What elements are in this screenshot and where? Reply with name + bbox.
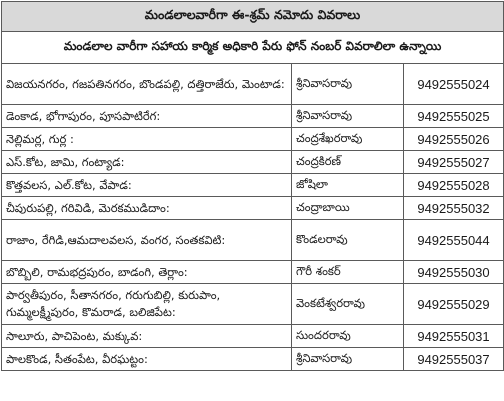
mandal-list: ఎస్.కోట, జామి, గంట్యాడ: (2, 151, 292, 174)
phone-number: 9492555024 (404, 64, 504, 105)
table-row (2, 284, 504, 325)
mandal-list: పార్వతీపురం, సీతానగరం, గరుగుబిల్లి, కురుపాం, గుమ్మలక్ష్మీపురం, కొమరాడ, బలిజిపేట: (2, 284, 292, 325)
table-row (2, 325, 504, 348)
table-row (2, 151, 504, 174)
table-row (2, 261, 504, 284)
officer-name: చంద్రకిరణ్ (292, 151, 404, 174)
mandal-list: సాలూరు, పాచిపెంట, మక్కువ: (2, 325, 292, 348)
officer-name: శ్రీనివాసరావు (292, 348, 404, 371)
mandal-list: పాలకొండ, సీతంపేట, వీరఘట్టం: (2, 348, 292, 371)
phone-number: 9492555031 (404, 325, 504, 348)
table-subtitle-row (2, 32, 504, 64)
mandal-list: బొబ్బిలి, రామభద్రపురం, బాడంగి, తెర్లాం: (2, 261, 292, 284)
officer-name: కొండలరావు (292, 220, 404, 261)
officer-contact-table (1, 1, 504, 371)
officer-name: చంద్రశేఖరరావు (292, 128, 404, 151)
table-row (2, 348, 504, 371)
table-title: మండలాలవారీగా ఈ-శ్రమ్ నమోదు వివరాలు (2, 2, 504, 32)
officer-name: శ్రీనివాసరావు (292, 105, 404, 128)
table-row (2, 105, 504, 128)
table-title-row (2, 2, 504, 32)
mandal-list: కొత్తవలస, ఎల్.కోట, వేపాడ: (2, 174, 292, 197)
mandal-list: రాజాం, రేగిడి,ఆమదాలవలస, వంగర, సంతకవిటి: (2, 220, 292, 261)
phone-number: 9492555037 (404, 348, 504, 371)
phone-number: 9492555027 (404, 151, 504, 174)
officer-name: సుందరరావు (292, 325, 404, 348)
table-row (2, 128, 504, 151)
phone-number: 9492555029 (404, 284, 504, 325)
phone-number: 9492555030 (404, 261, 504, 284)
mandal-list: విజయనగరం, గజపతినగరం, బొండపల్లి, దత్తిరాజేరు, మెంటాడ: (2, 64, 292, 105)
phone-number: 9492555044 (404, 220, 504, 261)
phone-number: 9492555025 (404, 105, 504, 128)
officer-name: శ్రీనివాసరావు (292, 64, 404, 105)
document-page (1, 1, 503, 399)
table-row (2, 197, 504, 220)
mandal-list: చీపురుపల్లి, గరివిడి, మెరకముడిదాం: (2, 197, 292, 220)
mandal-list: డెంకాడ, భోగాపురం, పూసపాటిరేగ: (2, 105, 292, 128)
officer-name: చంద్రాబాయి (292, 197, 404, 220)
officer-name: గౌరీ శంకర్ (292, 261, 404, 284)
mandal-list: నెల్లిమర్ల, గుర్ల : (2, 128, 292, 151)
table-row (2, 220, 504, 261)
phone-number: 9492555026 (404, 128, 504, 151)
officer-name: జోషిలా (292, 174, 404, 197)
table-row (2, 64, 504, 105)
phone-number: 9492555032 (404, 197, 504, 220)
phone-number: 9492555028 (404, 174, 504, 197)
table-subtitle: మండలాల వారీగా సహాయ కార్మిక అధికారి పేరు ఫోన్ నంబర్ వివరాలిలా ఉన్నాయి (2, 32, 504, 64)
officer-name: వెంకటేశ్వరరావు (292, 284, 404, 325)
table-row (2, 174, 504, 197)
